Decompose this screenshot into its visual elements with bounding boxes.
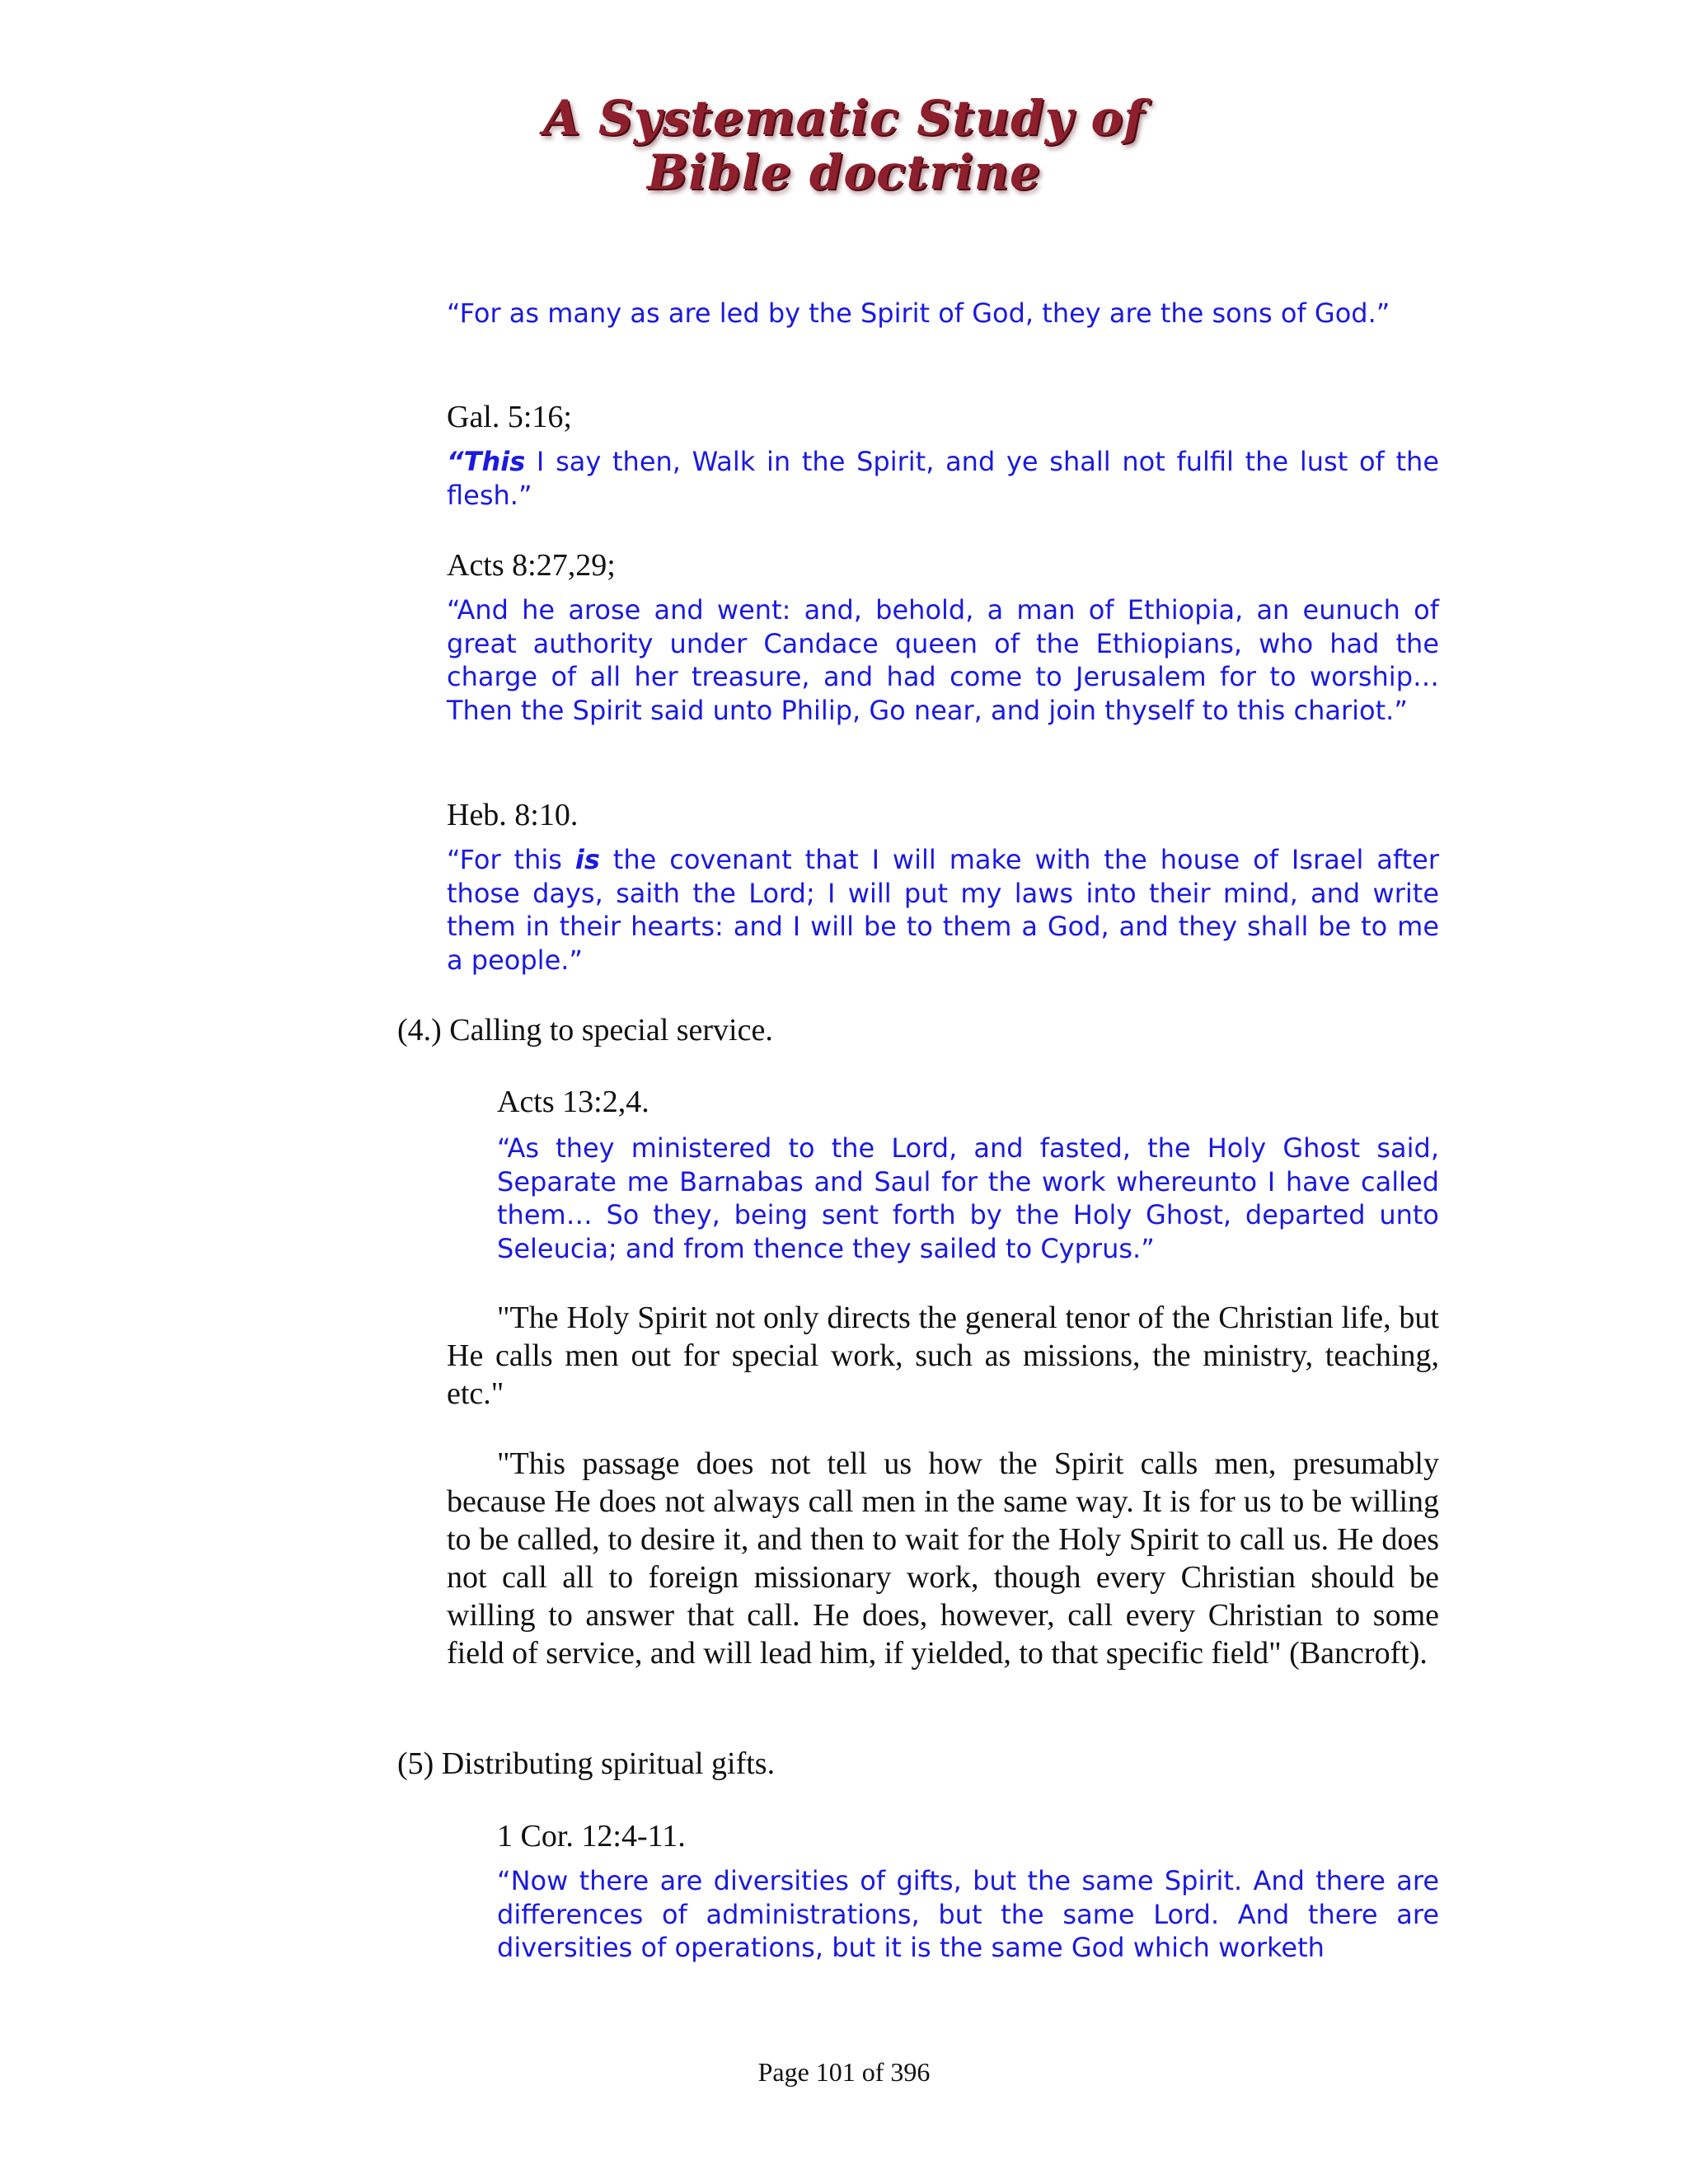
reference-acts-13: Acts 13:2,4. bbox=[497, 1085, 649, 1119]
section-heading-5: (5) Distributing spiritual gifts. bbox=[397, 1746, 776, 1781]
commentary-paragraph-2: "This passage does not tell us how the Spirit calls men, presumably because He does not always call men in the same way. It is for us to be willing to be called, to desire it, and then to wait for the Holy Spirit to call us. He does not call all to foreign missionary work, though every Christian should be willing to answer that call. He does, however, call every Christian to some field of service, and will lead him, if yielded, to that specific field" (Bancroft). bbox=[447, 1446, 1439, 1671]
reference-heb-8-10: Heb. 8:10. bbox=[447, 798, 579, 832]
scripture-quote-1-cor: “Now there are diversities of gifts, but the same Spirit. And there are differences of administrations, but the same Lord. And there are diversities of operations, but it is the same God which worketh bbox=[497, 1865, 1439, 1963]
scripture-quote-gal bbox=[447, 445, 1439, 512]
scripture-quote-romans: “For as many as are led by the Spirit of God, they are the sons of God.” bbox=[447, 298, 1390, 329]
emphasized-word: “This bbox=[447, 446, 526, 477]
reference-gal-5-16: Gal. 5:16; bbox=[447, 400, 572, 434]
quote-text-b: the covenant that I will make with the house of Israel after those days, saith the Lord; I will put my laws into their mind, and write them in their hearts: and I will be to them a God, and they shall be to me a people.” bbox=[447, 844, 1440, 976]
scripture-quote-heb bbox=[447, 843, 1439, 977]
reference-acts-8: Acts 8:27,29; bbox=[447, 548, 616, 583]
commentary-paragraph-1: "The Holy Spirit not only directs the general tenor of the Christian life, but He calls men out for special work, such as missions, the ministry, teaching, etc." bbox=[447, 1301, 1439, 1411]
section-heading-4: (4.) Calling to special service. bbox=[397, 1013, 773, 1047]
quote-text: I say then, Walk in the Spirit, and ye shall not fulfil the lust of the flesh.” bbox=[447, 446, 1439, 511]
emphasized-word: is bbox=[574, 844, 600, 875]
quote-text-a: “For this bbox=[447, 844, 575, 875]
scripture-quote-acts-13: “As they ministered to the Lord, and fasted, the Holy Ghost said, Separate me Barnabas and Saul for the work whereunto I have called them… So they, being sent forth by the Holy Ghost, departed unto Seleucia; and from thence they sailed to Cyprus.” bbox=[497, 1132, 1439, 1264]
page-number: Page 101 of 396 bbox=[757, 2057, 931, 2087]
title-line-2: Bible doctrine bbox=[647, 144, 1041, 200]
scripture-quote-acts-8: “And he arose and went: and, behold, a man of Ethiopia, an eunuch of great authority under Candace queen of the Ethiopians, who had the charge of all her treasure, and had come to Jerusalem for to worship… Then the Spirit said unto Philip, Go near, and join thyself to this chariot.” bbox=[447, 594, 1439, 726]
reference-1-cor-12: 1 Cor. 12:4-11. bbox=[497, 1819, 686, 1854]
title-line-1: A Systematic Study of bbox=[542, 90, 1146, 146]
document-title bbox=[0, 91, 1688, 199]
